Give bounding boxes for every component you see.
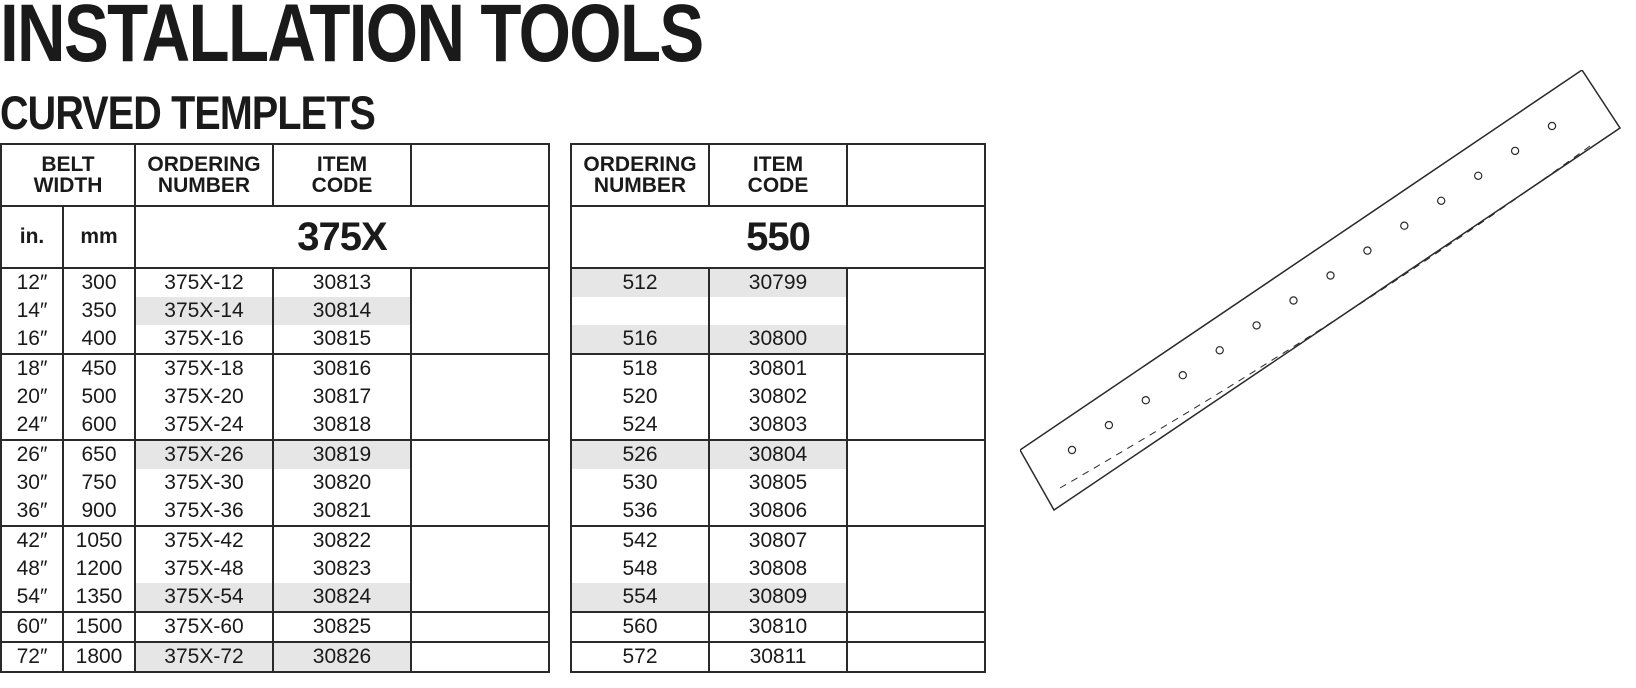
table-row: [1, 325, 549, 354]
empty-cell: [847, 268, 985, 297]
table-row: [571, 440, 985, 469]
belt-width-mm-cell: 600: [63, 411, 135, 440]
belt-width-mm-cell: 450: [63, 354, 135, 383]
table-row: [571, 497, 985, 526]
belt-width-mm-cell: 1500: [63, 612, 135, 642]
empty-cell: [847, 297, 985, 325]
page-title: INSTALLATION TOOLS: [0, 0, 703, 79]
empty-cell: [411, 583, 549, 612]
item-code-cell: 30815: [273, 325, 411, 354]
templet-hole: [1105, 422, 1112, 429]
item-code-cell: 30822: [273, 526, 411, 555]
table-row: [571, 325, 985, 354]
empty-cell: [847, 612, 985, 642]
table-row: [571, 612, 985, 642]
ordering-number-cell: 524: [571, 411, 709, 440]
belt-width-mm-cell: 300: [63, 268, 135, 297]
empty-cell: [411, 297, 549, 325]
ordering-number-cell: 375X-30: [135, 469, 273, 497]
ordering-number-cell: 375X-12: [135, 268, 273, 297]
item-code-cell: 30799: [709, 268, 847, 297]
belt-width-in-cell: 18″: [1, 354, 63, 383]
templet-hole: [1438, 197, 1445, 204]
table-row: [1, 583, 549, 612]
ordering-number-cell: 560: [571, 612, 709, 642]
belt-width-in-cell: 36″: [1, 497, 63, 526]
table-row: [1, 612, 549, 642]
model-row: [1, 206, 549, 268]
belt-width-mm-cell: 750: [63, 469, 135, 497]
templet-hole: [1512, 147, 1519, 154]
table-row: [1, 268, 549, 297]
item-code-cell: 30817: [273, 383, 411, 411]
item-code-cell: 30814: [273, 297, 411, 325]
item-code-cell: 30819: [273, 440, 411, 469]
empty-cell: [411, 555, 549, 583]
belt-width-in-cell: 42″: [1, 526, 63, 555]
empty-cell: [847, 555, 985, 583]
ordering-number-cell: 375X-18: [135, 354, 273, 383]
table-header-row: [1, 144, 549, 206]
ordering-number-cell: 520: [571, 383, 709, 411]
ordering-number-cell: 375X-26: [135, 440, 273, 469]
table-row: [1, 497, 549, 526]
belt-width-in-cell: 12″: [1, 268, 63, 297]
belt-width-in-cell: 72″: [1, 642, 63, 672]
belt-width-mm-cell: 400: [63, 325, 135, 354]
section-subtitle: CURVED TEMPLETS: [0, 86, 375, 139]
unit-in-label: in.: [1, 206, 63, 268]
empty-cell: [847, 497, 985, 526]
ordering-number-header: ORDERING NUMBER: [571, 144, 709, 206]
table-row: [1, 354, 549, 383]
item-code-cell: 30813: [273, 268, 411, 297]
item-code-cell: 30805: [709, 469, 847, 497]
ordering-number-cell: 512: [571, 268, 709, 297]
belt-width-in-cell: 54″: [1, 583, 63, 612]
belt-width-mm-cell: 1050: [63, 526, 135, 555]
empty-cell: [411, 383, 549, 411]
table-row: [571, 642, 985, 672]
empty-cell: [411, 469, 549, 497]
table-row: [1, 297, 549, 325]
item-code-cell: 30825: [273, 612, 411, 642]
table-row: [571, 469, 985, 497]
item-code-cell: 30806: [709, 497, 847, 526]
templet-375x-table: [0, 143, 550, 673]
templet-hole: [1068, 446, 1075, 453]
item-code-cell: 30802: [709, 383, 847, 411]
belt-width-in-cell: 30″: [1, 469, 63, 497]
templet-body: [1020, 70, 1620, 510]
belt-width-in-cell: 24″: [1, 411, 63, 440]
empty-cell: [847, 642, 985, 672]
ordering-number-cell: 572: [571, 642, 709, 672]
table-row: [571, 268, 985, 297]
ordering-number-cell: 548: [571, 555, 709, 583]
empty-header-cell: [411, 144, 549, 206]
item-code-cell: 30811: [709, 642, 847, 672]
empty-cell: [847, 325, 985, 354]
templet-hole: [1401, 222, 1408, 229]
belt-width-in-cell: 60″: [1, 612, 63, 642]
item-code-cell: 30808: [709, 555, 847, 583]
table-row: [1, 383, 549, 411]
item-code-cell: 30820: [273, 469, 411, 497]
belt-width-in-cell: 48″: [1, 555, 63, 583]
templet-hole: [1327, 272, 1334, 279]
empty-cell: [411, 612, 549, 642]
item-code-cell: 30818: [273, 411, 411, 440]
belt-width-in-cell: 14″: [1, 297, 63, 325]
model-row: [571, 206, 985, 268]
belt-width-mm-cell: 1200: [63, 555, 135, 583]
empty-cell: [411, 325, 549, 354]
ordering-number-cell: 375X-48: [135, 555, 273, 583]
ordering-number-header: ORDERING NUMBER: [135, 144, 273, 206]
table-row: [1, 440, 549, 469]
belt-width-mm-cell: 1800: [63, 642, 135, 672]
empty-cell: [847, 526, 985, 555]
model-name-550: 550: [571, 206, 985, 268]
unit-mm-label: mm: [63, 206, 135, 268]
templet-hole: [1253, 322, 1260, 329]
belt-width-mm-cell: 350: [63, 297, 135, 325]
ordering-number-cell: 375X-42: [135, 526, 273, 555]
ordering-number-cell: 536: [571, 497, 709, 526]
table-row: [571, 555, 985, 583]
table-row: [571, 354, 985, 383]
item-code-cell: 30816: [273, 354, 411, 383]
item-code-cell: 30801: [709, 354, 847, 383]
belt-width-in-cell: 20″: [1, 383, 63, 411]
item-code-cell: 30807: [709, 526, 847, 555]
empty-cell: [847, 383, 985, 411]
ordering-number-cell: 375X-16: [135, 325, 273, 354]
table-row: [1, 526, 549, 555]
item-code-cell: 30824: [273, 583, 411, 612]
ordering-number-cell: 554: [571, 583, 709, 612]
ordering-number-cell: 375X-54: [135, 583, 273, 612]
templet-hole: [1364, 247, 1371, 254]
templet-hole: [1179, 372, 1186, 379]
ordering-number-cell: [571, 297, 709, 325]
empty-cell: [411, 497, 549, 526]
ordering-number-cell: 375X-72: [135, 642, 273, 672]
empty-cell: [847, 469, 985, 497]
belt-width-header: BELT WIDTH: [1, 144, 135, 206]
item-code-cell: [709, 297, 847, 325]
templet-hole: [1475, 172, 1482, 179]
empty-cell: [847, 354, 985, 383]
table-row: [1, 469, 549, 497]
item-code-cell: 30800: [709, 325, 847, 354]
item-code-header: ITEM CODE: [273, 144, 411, 206]
empty-cell: [411, 526, 549, 555]
ordering-number-cell: 375X-14: [135, 297, 273, 325]
item-code-cell: 30810: [709, 612, 847, 642]
ordering-number-cell: 375X-24: [135, 411, 273, 440]
table-row: [571, 583, 985, 612]
empty-cell: [847, 583, 985, 612]
item-code-cell: 30803: [709, 411, 847, 440]
ordering-number-cell: 530: [571, 469, 709, 497]
belt-width-in-cell: 26″: [1, 440, 63, 469]
model-name-375x: 375X: [135, 206, 549, 268]
curved-templet-illustration-icon: [1020, 70, 1636, 520]
ordering-number-cell: 375X-60: [135, 612, 273, 642]
table-row: [1, 411, 549, 440]
empty-cell: [411, 642, 549, 672]
table-header-row: [571, 144, 985, 206]
table-row: [1, 642, 549, 672]
table-row: [571, 411, 985, 440]
templet-hole: [1142, 397, 1149, 404]
item-code-cell: 30823: [273, 555, 411, 583]
ordering-number-cell: 375X-36: [135, 497, 273, 526]
table-row: [571, 383, 985, 411]
empty-cell: [847, 411, 985, 440]
table-row: [1, 555, 549, 583]
item-code-cell: 30821: [273, 497, 411, 526]
templet-550-table: [570, 143, 986, 673]
belt-width-in-cell: 16″: [1, 325, 63, 354]
ordering-number-cell: 518: [571, 354, 709, 383]
templet-outline: [1020, 70, 1620, 510]
empty-cell: [847, 440, 985, 469]
templet-hole: [1548, 122, 1555, 129]
ordering-number-cell: 542: [571, 526, 709, 555]
table-row: [571, 526, 985, 555]
item-code-cell: 30804: [709, 440, 847, 469]
empty-cell: [411, 354, 549, 383]
item-code-header: ITEM CODE: [709, 144, 847, 206]
templet-hole: [1290, 297, 1297, 304]
belt-width-mm-cell: 500: [63, 383, 135, 411]
ordering-number-cell: 375X-20: [135, 383, 273, 411]
item-code-cell: 30809: [709, 583, 847, 612]
item-code-cell: 30826: [273, 642, 411, 672]
belt-width-mm-cell: 900: [63, 497, 135, 526]
empty-header-cell: [847, 144, 985, 206]
ordering-number-cell: 526: [571, 440, 709, 469]
table-row: [571, 297, 985, 325]
belt-width-mm-cell: 1350: [63, 583, 135, 612]
empty-cell: [411, 440, 549, 469]
empty-cell: [411, 411, 549, 440]
belt-width-mm-cell: 650: [63, 440, 135, 469]
templet-hole: [1216, 347, 1223, 354]
empty-cell: [411, 268, 549, 297]
ordering-number-cell: 516: [571, 325, 709, 354]
